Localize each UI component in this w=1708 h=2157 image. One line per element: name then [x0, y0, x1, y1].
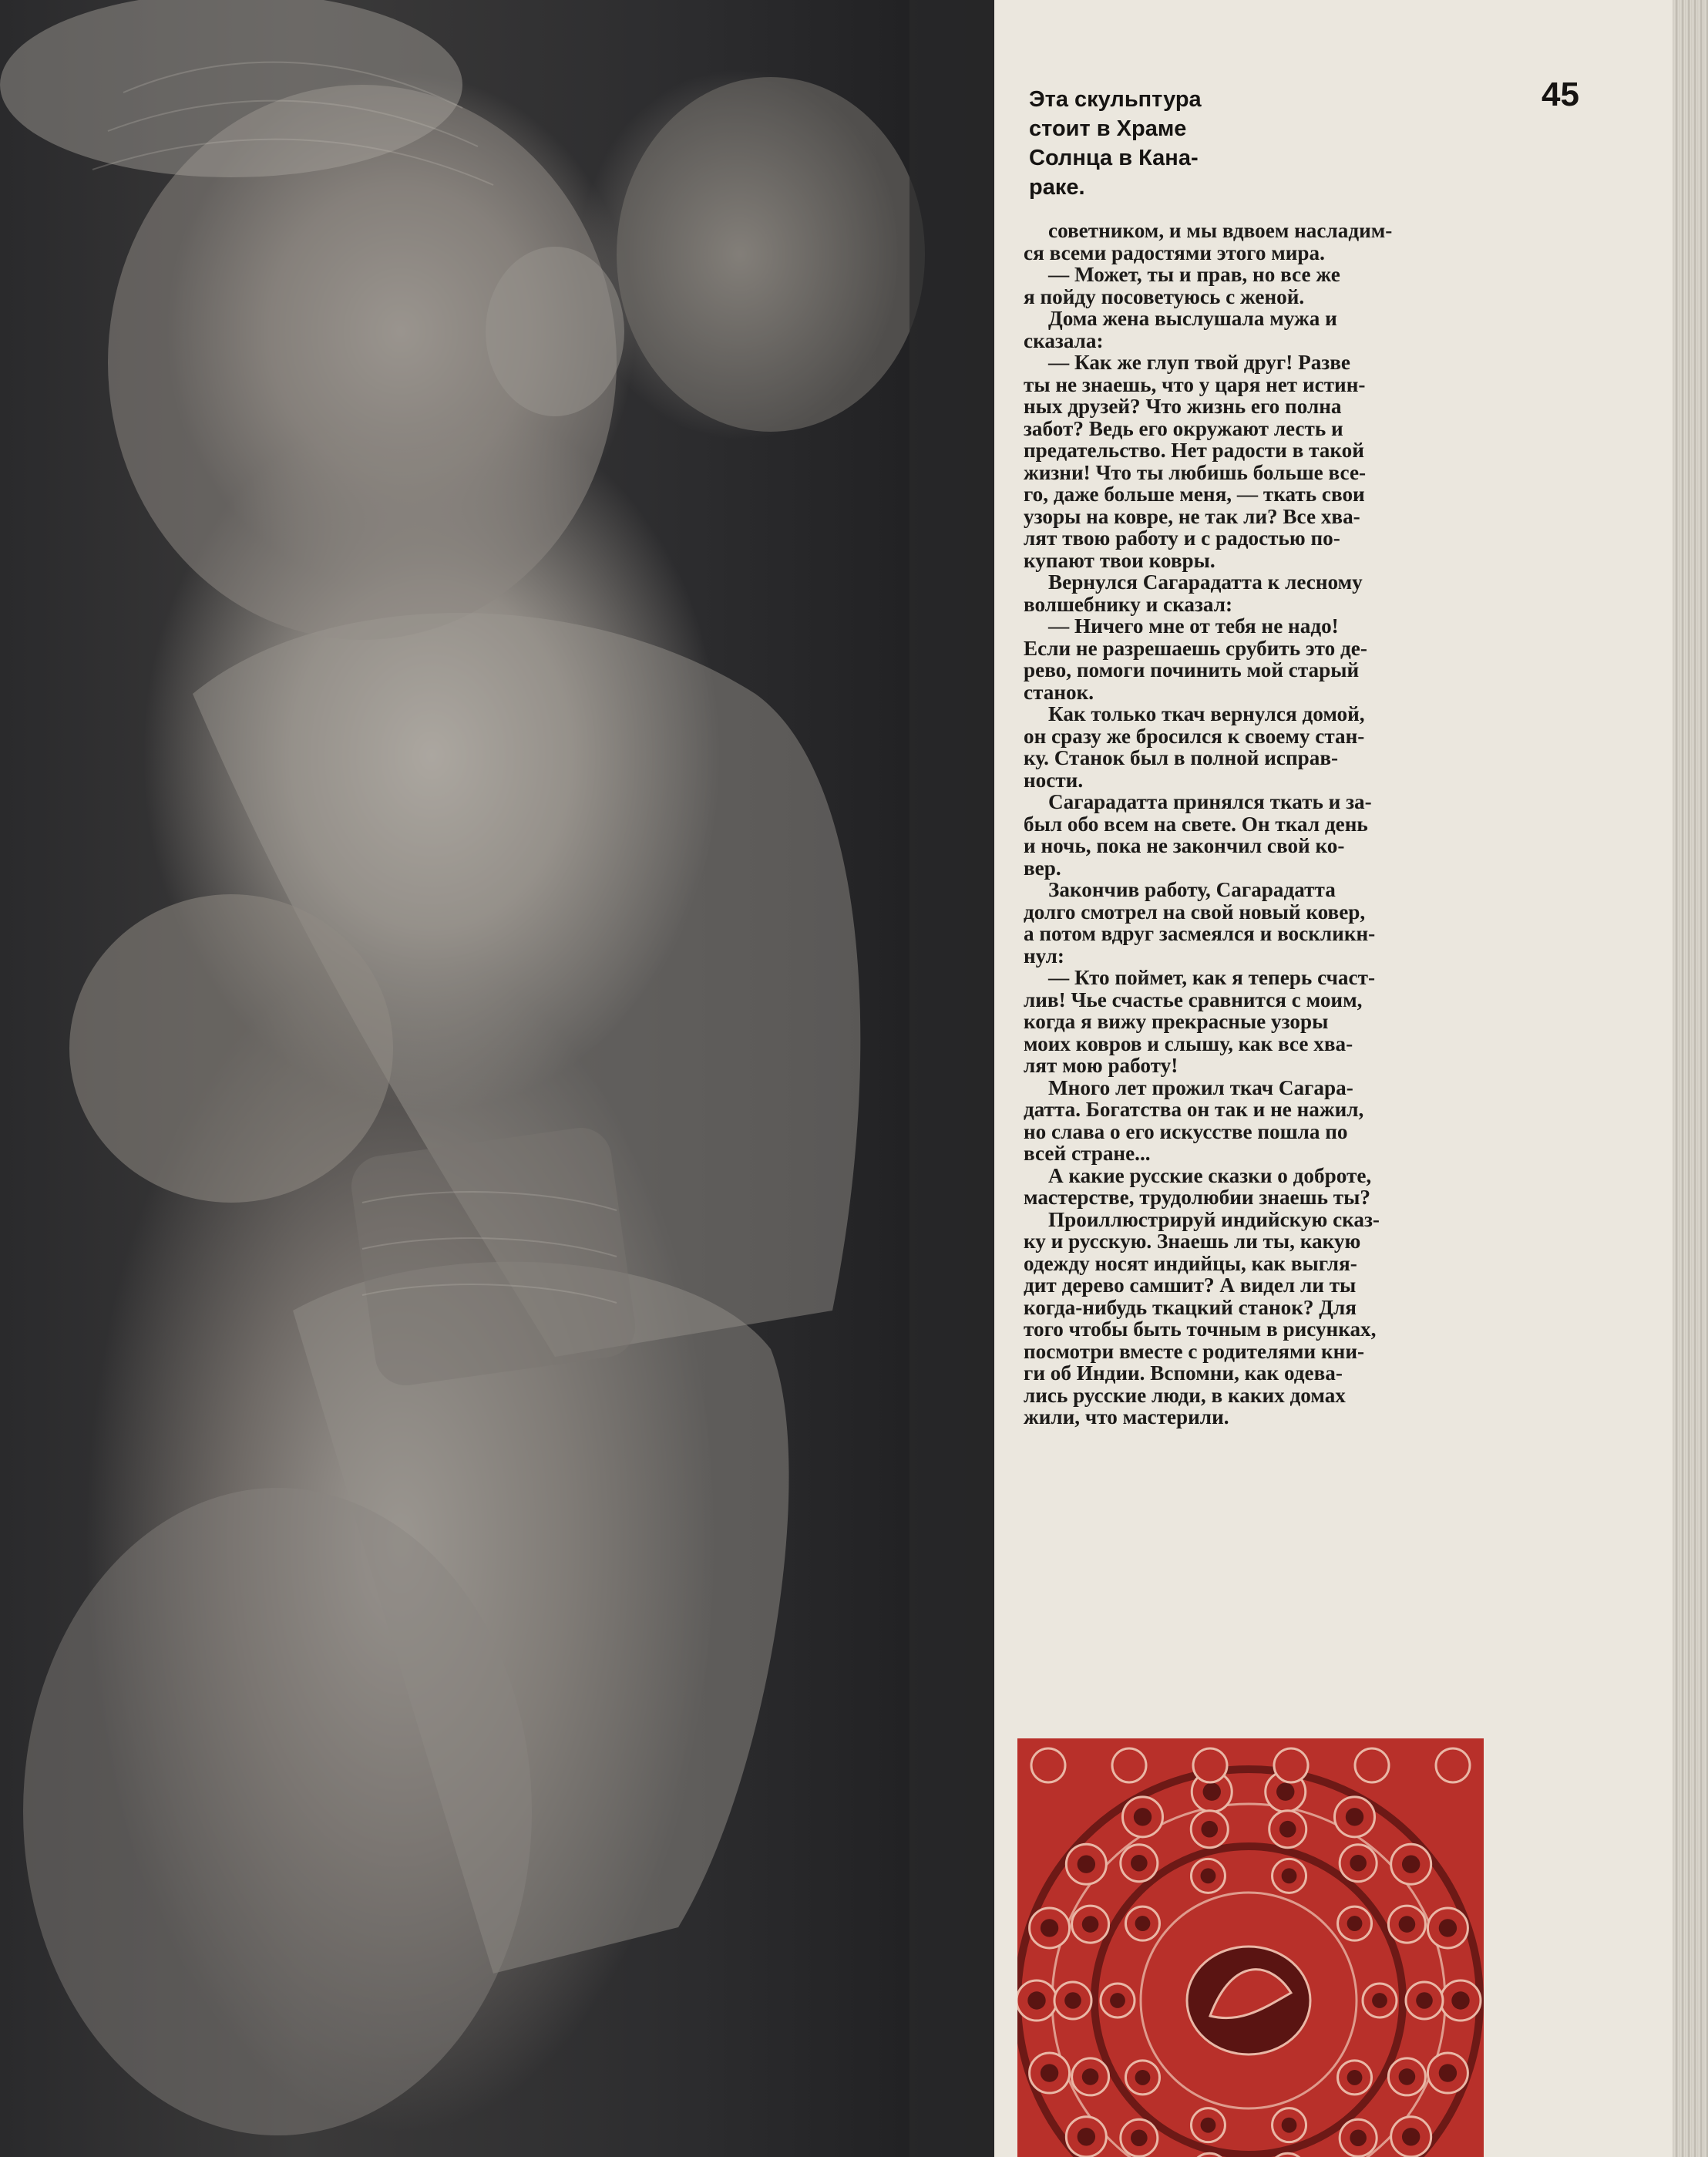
paragraph: Как только ткач вернулся домой, он сразу же бросился к своему стан- ку. Станок был в полной исправ- ности. — [1024, 702, 1365, 792]
article-body — [1024, 220, 1501, 1428]
paragraph: А какие русские сказки о доброте, мастерстве, трудолюбии знаешь ты? — [1024, 1163, 1372, 1209]
paragraph: — Как же глуп твой друг! Разве ты не знаешь, что у царя нет истин- ных друзей? Что жизнь его полна забот? Ведь его окружают лесть и предательство. Нет радости в такой жизни! Что ты любишь больше все- го, даже больше меня, — ткать свои узоры на ковре, не так ли? Все хва- лят твою работу и с радостью по- купают твои ковры. — [1024, 351, 1367, 572]
photo-caption: Эта скульптура стоит в Храме Солнца в Кана- раке. — [1029, 87, 1202, 200]
paragraph: — Может, ты и прав, но все же я пойду посоветуюсь с женой. — [1024, 263, 1340, 308]
paragraph: Вернулся Сагарадатта к лесному волшебнику и сказал: — [1024, 570, 1363, 616]
paragraph: — Кто поймет, как я теперь счаст- лив! Чье счастье сравнится с моим, когда я вижу прекрасные узоры моих ковров и слышу, как все хва- лят мою работу! — [1024, 966, 1376, 1077]
paragraph: Сагарадатта принялся ткать и за- был обо всем на свете. Он ткал день и ночь, пока не закончил свой ко- вер. — [1024, 790, 1372, 880]
paragraph: Проиллюстрируй индийскую сказ- ку и русскую. Знаешь ли ты, какую одежду носят индийцы, как выгля- дит дерево самшит? А видел ли ты когда-нибудь ткацкий станок? Для того чтобы быть точным в рисунках, посмотри вместе с родителями кни- ги об Индии. Вспомни, как одева- лись русские люди, в каких домах жили, что мастерили. — [1024, 1207, 1380, 1428]
page-edges — [1673, 0, 1708, 2157]
paragraph: Много лет прожил ткач Сагара- датта. Богатства он так и не нажил, но слава о его искусстве пошла по всей стране... — [1024, 1075, 1364, 1165]
paragraph: советником, и мы вдвоем насладим- ся всеми радостями этого мира. — [1024, 219, 1393, 264]
page-number: 45 — [1542, 76, 1579, 113]
carpet-pattern — [1017, 1738, 1484, 2157]
carpet-ornament-image — [1017, 1738, 1484, 2157]
paragraph: — Ничего мне от тебя не надо! Если не разрешаешь срубить это де- рево, помоги починить мой старый станок. — [1024, 614, 1367, 704]
paragraph: Закончив работу, Сагарадатта долго смотрел на свой новый ковер, а потом вдруг засмеялся и воскликн- нул: — [1024, 878, 1376, 967]
paragraph: Дома жена выслушала мужа и сказала: — [1024, 307, 1337, 352]
